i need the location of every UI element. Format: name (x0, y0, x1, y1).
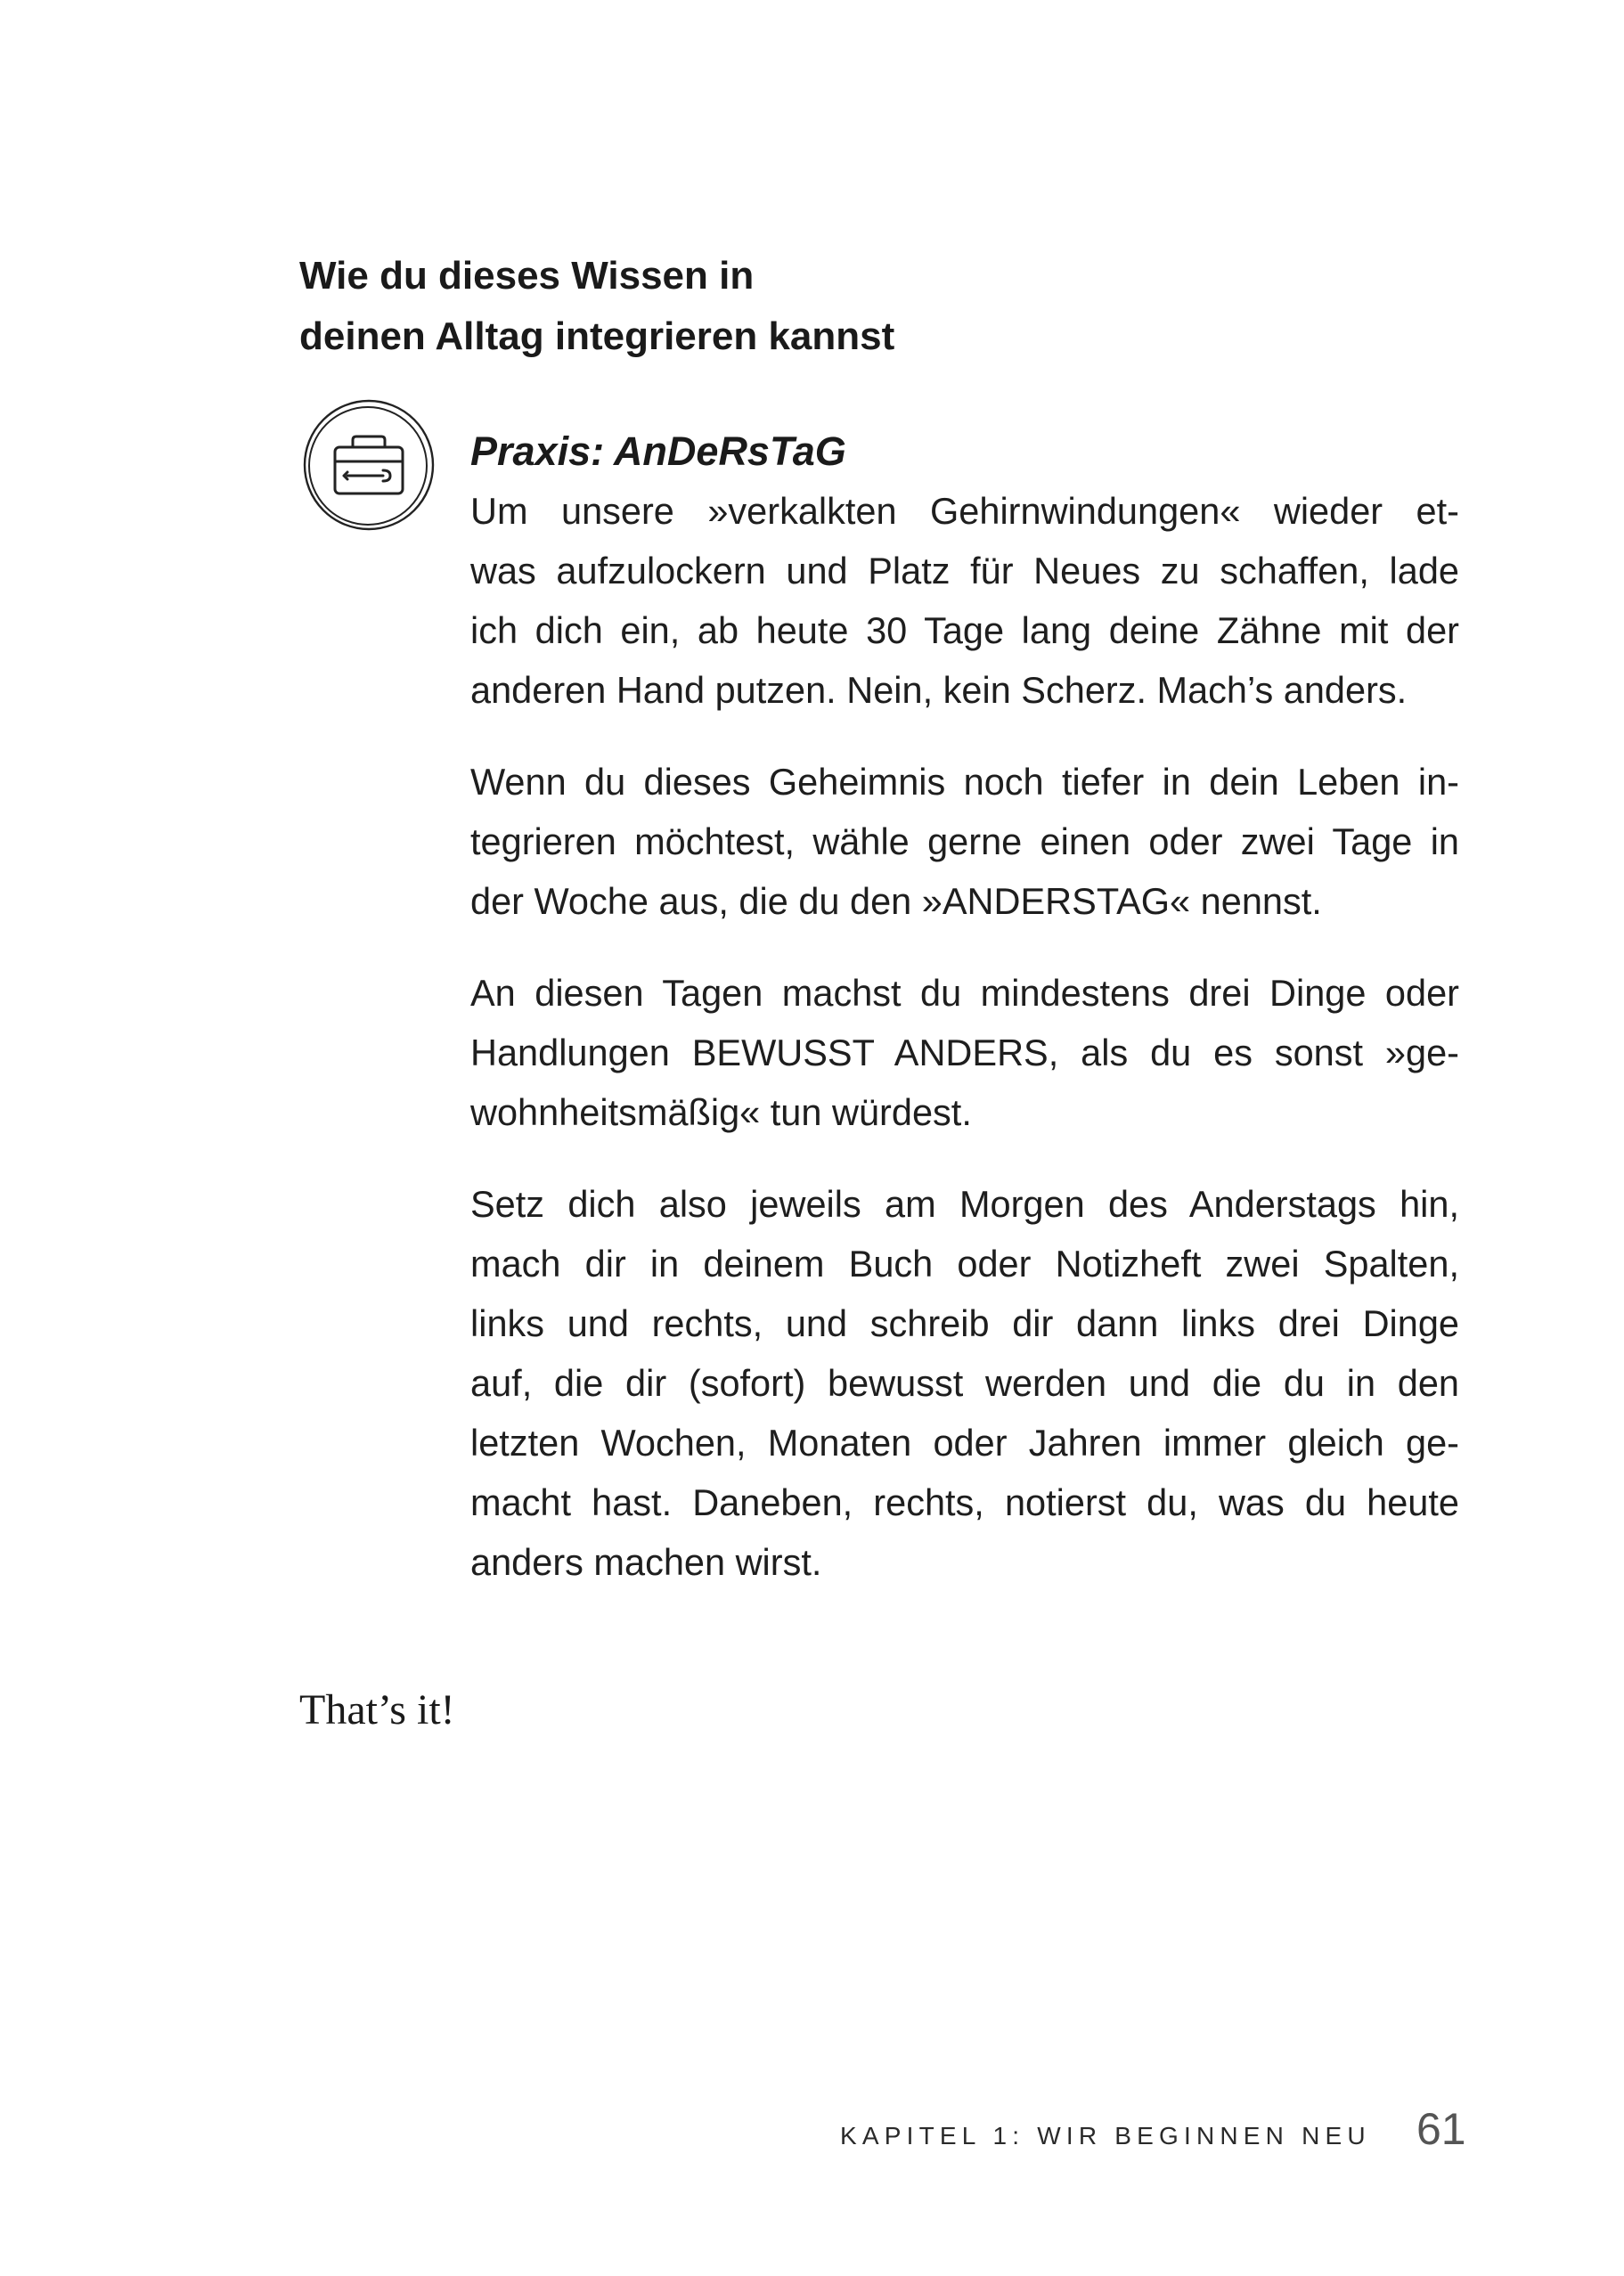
praxis-paragraph (470, 963, 1459, 1142)
closing-line: That’s it! (299, 1686, 455, 1734)
text-line: tegrieren möchtest, wähle gerne einen oder zwei Tage in (470, 820, 1459, 862)
text-line: wohnheitsmäßig« tun würdest. (470, 1091, 972, 1133)
running-footer: KAPITEL 1: WIR BEGINNEN NEU (840, 2122, 1371, 2150)
text-line: anderen Hand putzen. Nein, kein Scherz. Mach’s anders. (470, 669, 1408, 711)
text-line: anders machen wirst. (470, 1541, 822, 1583)
text-line: links und rechts, und schreib dir dann links drei Dinge (470, 1302, 1459, 1344)
text-line: auf, die dir (sofort) bewusst werden und die du in den (470, 1362, 1459, 1404)
text-line: was aufzulockern und Platz für Neues zu schaffen, lade (470, 550, 1459, 591)
text-line: mach dir in deinem Buch oder Notizheft zwei Spalten, (470, 1243, 1459, 1285)
text-line: der Woche aus, die du den »ANDERSTAG« nennst. (470, 880, 1322, 922)
text-line: Handlungen BEWUSST ANDERS, als du es sonst »ge- (470, 1032, 1459, 1073)
text-line: letzten Wochen, Monaten oder Jahren immer gleich ge- (470, 1422, 1459, 1464)
page-number: 61 (1416, 2104, 1466, 2154)
section-heading-line: Wie du dieses Wissen in (299, 254, 755, 298)
toolbox-icon (298, 397, 440, 533)
text-line: Setz dich also jeweils am Morgen des Anderstags hin, (470, 1183, 1459, 1225)
text-line: macht hast. Daneben, rechts, notierst du, was du heute (470, 1481, 1459, 1523)
text-line: Wenn du dieses Geheimnis noch tiefer in dein Leben in- (470, 761, 1459, 803)
praxis-paragraph (470, 752, 1459, 931)
praxis-paragraph (470, 481, 1459, 720)
text-line: An diesen Tagen machst du mindestens drei Dinge oder (470, 972, 1459, 1014)
praxis-paragraph (470, 1174, 1459, 1592)
section-heading-line: deinen Alltag integrieren kannst (299, 314, 895, 358)
praxis-title: Praxis: AnDeRsTaG (470, 428, 846, 474)
section-heading (299, 246, 1101, 367)
praxis-block (470, 422, 1459, 1592)
text-line: Um unsere »verkalkten Gehirnwindungen« wieder et- (470, 490, 1459, 532)
text-line: ich dich ein, ab heute 30 Tage lang deine Zähne mit der (470, 609, 1459, 651)
